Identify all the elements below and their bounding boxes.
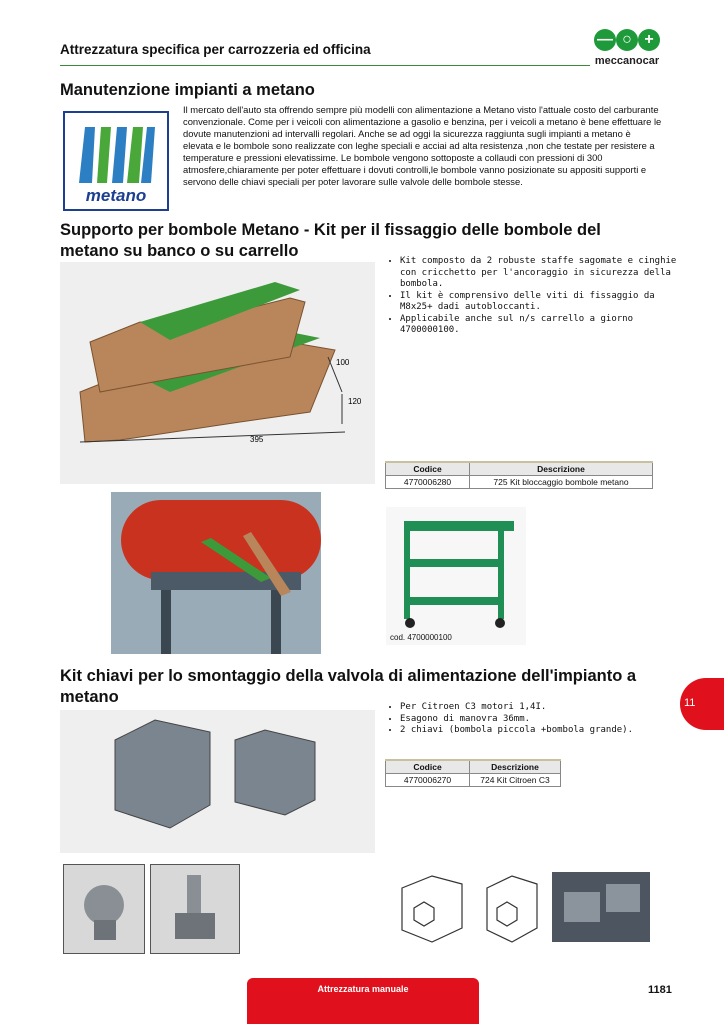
table-row — [386, 476, 653, 489]
meccanocar-logo — [592, 29, 662, 69]
cell-desc: 724 Kit Citroen C3 — [470, 774, 561, 787]
table-row — [386, 774, 561, 787]
header-title: Attrezzatura specifica per carrozzeria ed officina — [60, 42, 371, 57]
section2-code-table — [385, 461, 653, 489]
list-item: • Esagono di manovra 36mm. — [400, 714, 678, 726]
list-item: • Applicabile anche sul n/s carrello a giorno 4700000100. — [400, 314, 678, 337]
minus-icon: — — [594, 29, 616, 51]
intro-paragraph: Il mercato dell'auto sta offrendo sempre più modelli con alimentazione a Metano visto l'attuale costo del carburante convenzionale. Come per i veicoli con alimentazione a gasolio e benzina, per i veicoli a metano è bene effettuare le dovute manutenzioni ad intervalli regolari. Anche se ad oggi la sicurezza raggiunta sugli impianti a metano è elevata e le bombole sono realizzate con leghe speciali e acciai ad alta resistenza ,non che testate per resistere a temperature e pressioni elevatissime. Le bombole vengono sottoposte a collaudi con pressioni di 300 atmosfere,chiaramente per poter effettuare i dovuti controlli,le bombole vanno posizionate su appositi supporti e servono delle chiavi speciali per poter lavorare sulle valvole delle bombole stesse. — [183, 104, 662, 187]
header-rule — [60, 65, 590, 66]
wrench-kit-image — [60, 710, 375, 853]
footer-section-tab — [247, 978, 479, 1024]
section1-title: Manutenzione impianti a metano — [60, 81, 315, 99]
wrench-drawings — [392, 868, 662, 948]
col-header-desc: Descrizione — [470, 462, 653, 476]
list-item: • Kit composto da 2 robuste staffe sagomate e cinghie con cricchetto per l'ancoraggio in sicurezza della bombola. — [400, 256, 678, 291]
col-header-desc: Descrizione — [470, 760, 561, 774]
chapter-tab — [680, 678, 724, 730]
metano-logo-word: metano — [85, 186, 147, 205]
cell-desc: 725 Kit bloccaggio bombole metano — [470, 476, 653, 489]
section3-title: Kit chiavi per lo smontaggio della valvola di alimentazione dell'impianto a metano — [60, 667, 637, 706]
plus-icon: + — [638, 29, 660, 51]
cylinder-mounted-image — [111, 492, 321, 654]
list-item: • Per Citroen C3 motori 1,4I. — [400, 702, 678, 714]
dim-height-1: 100 — [336, 358, 350, 367]
logo-text: meccanocar — [594, 55, 660, 67]
list-item: • 2 chiavi (bombola piccola +bombola grande). — [400, 725, 678, 737]
chapter-number: 11 — [684, 697, 696, 709]
cell-code: 4770006270 — [386, 774, 470, 787]
col-header-code: Codice — [386, 760, 470, 774]
dim-width: 395 — [250, 435, 264, 444]
col-header-code: Codice — [386, 462, 470, 476]
circle-icon: ○ — [616, 29, 638, 51]
strap-kit-image — [60, 262, 375, 484]
cart-image — [386, 507, 526, 645]
footer-label: Attrezzatura manuale — [317, 984, 409, 994]
page-number: 1181 — [648, 984, 672, 996]
cell-code: 4770006280 — [386, 476, 470, 489]
dim-height-2: 120 — [348, 397, 362, 406]
section3-code-table — [385, 759, 561, 787]
section2-title: Supporto per bombole Metano - Kit per il fissaggio delle bombole del metano su banco o su carrello — [60, 221, 601, 260]
valve-photo-2 — [150, 864, 240, 954]
cart-caption: cod. 4700000100 — [390, 633, 452, 642]
section3-bullets — [388, 702, 678, 737]
list-item: • Il kit è comprensivo delle viti di fissaggio da M8x25+ dadi autobloccanti. — [400, 291, 678, 314]
metano-logo — [63, 111, 169, 211]
section2-bullets — [388, 256, 678, 337]
valve-photo-1 — [63, 864, 145, 954]
